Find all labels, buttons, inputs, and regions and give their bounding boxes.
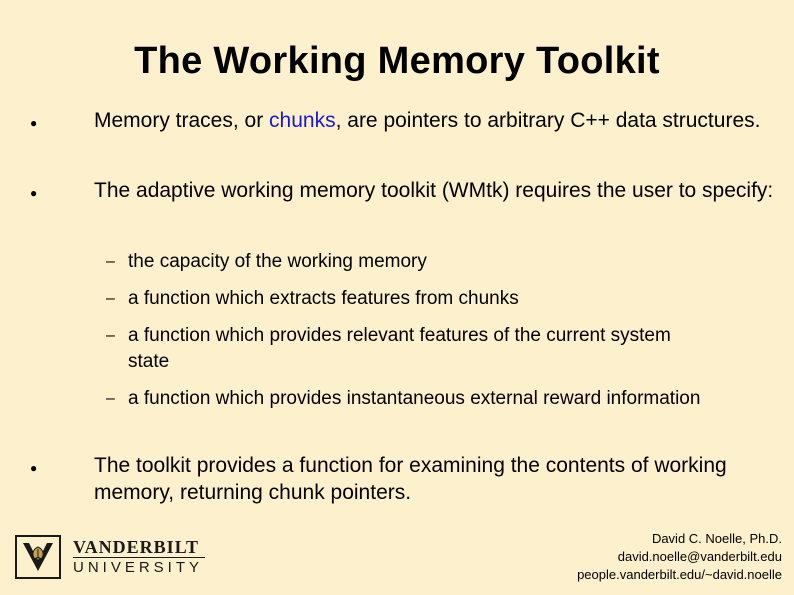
slide-title: The Working Memory Toolkit [134,40,660,82]
author-website[interactable]: people.vanderbilt.edu/~david.noelle [577,567,782,582]
chunks-link[interactable]: chunks [269,109,336,132]
author-email[interactable]: david.noelle@vanderbilt.edu [617,549,782,564]
author-name: David C. Noelle, Ph.D. [651,531,782,546]
vanderbilt-logo [15,533,204,583]
sub-item-2 [106,286,728,312]
sub-item-1 [106,249,728,275]
logo-wordmark-top: VANDERBILT [73,537,200,557]
bullet-dot-icon: ● [30,116,38,130]
vanderbilt-oak-leaf-v-icon [15,535,61,579]
bullet-2 [30,177,774,204]
sub-item-2-text: a function which extracts features from chunks [128,288,519,309]
dash-icon: – [106,290,115,307]
author-credit [577,530,782,584]
bullet-1-text-start: Memory traces, or [94,109,270,132]
bullet-3-text: The toolkit provides a function for examining the contents of working memory, returning chunk pointers. [94,454,727,504]
logo-divider [73,557,205,558]
bullet-dot-icon: ● [30,186,38,200]
logo-wordmark-bottom: UNIVERSITY [73,559,204,576]
sub-item-3 [106,323,713,375]
bullet-2-text: The adaptive working memory toolkit (WMtk) requires the user to specify: [94,179,774,202]
dash-icon: – [106,390,115,407]
bullet-3 [30,452,774,506]
dash-icon: – [106,327,115,344]
sub-item-4 [106,386,713,412]
sub-item-3-text: a function which provides relevant features of the current system state [128,325,671,372]
dash-icon: – [106,253,115,270]
bullet-dot-icon: ● [30,461,38,475]
sub-item-1-text: the capacity of the working memory [128,251,427,272]
sub-item-4-text: a function which provides instantaneous external reward information [128,388,701,409]
bullet-1 [30,107,774,134]
bullet-1-text-end: , are pointers to arbitrary C++ data structures. [335,109,761,132]
